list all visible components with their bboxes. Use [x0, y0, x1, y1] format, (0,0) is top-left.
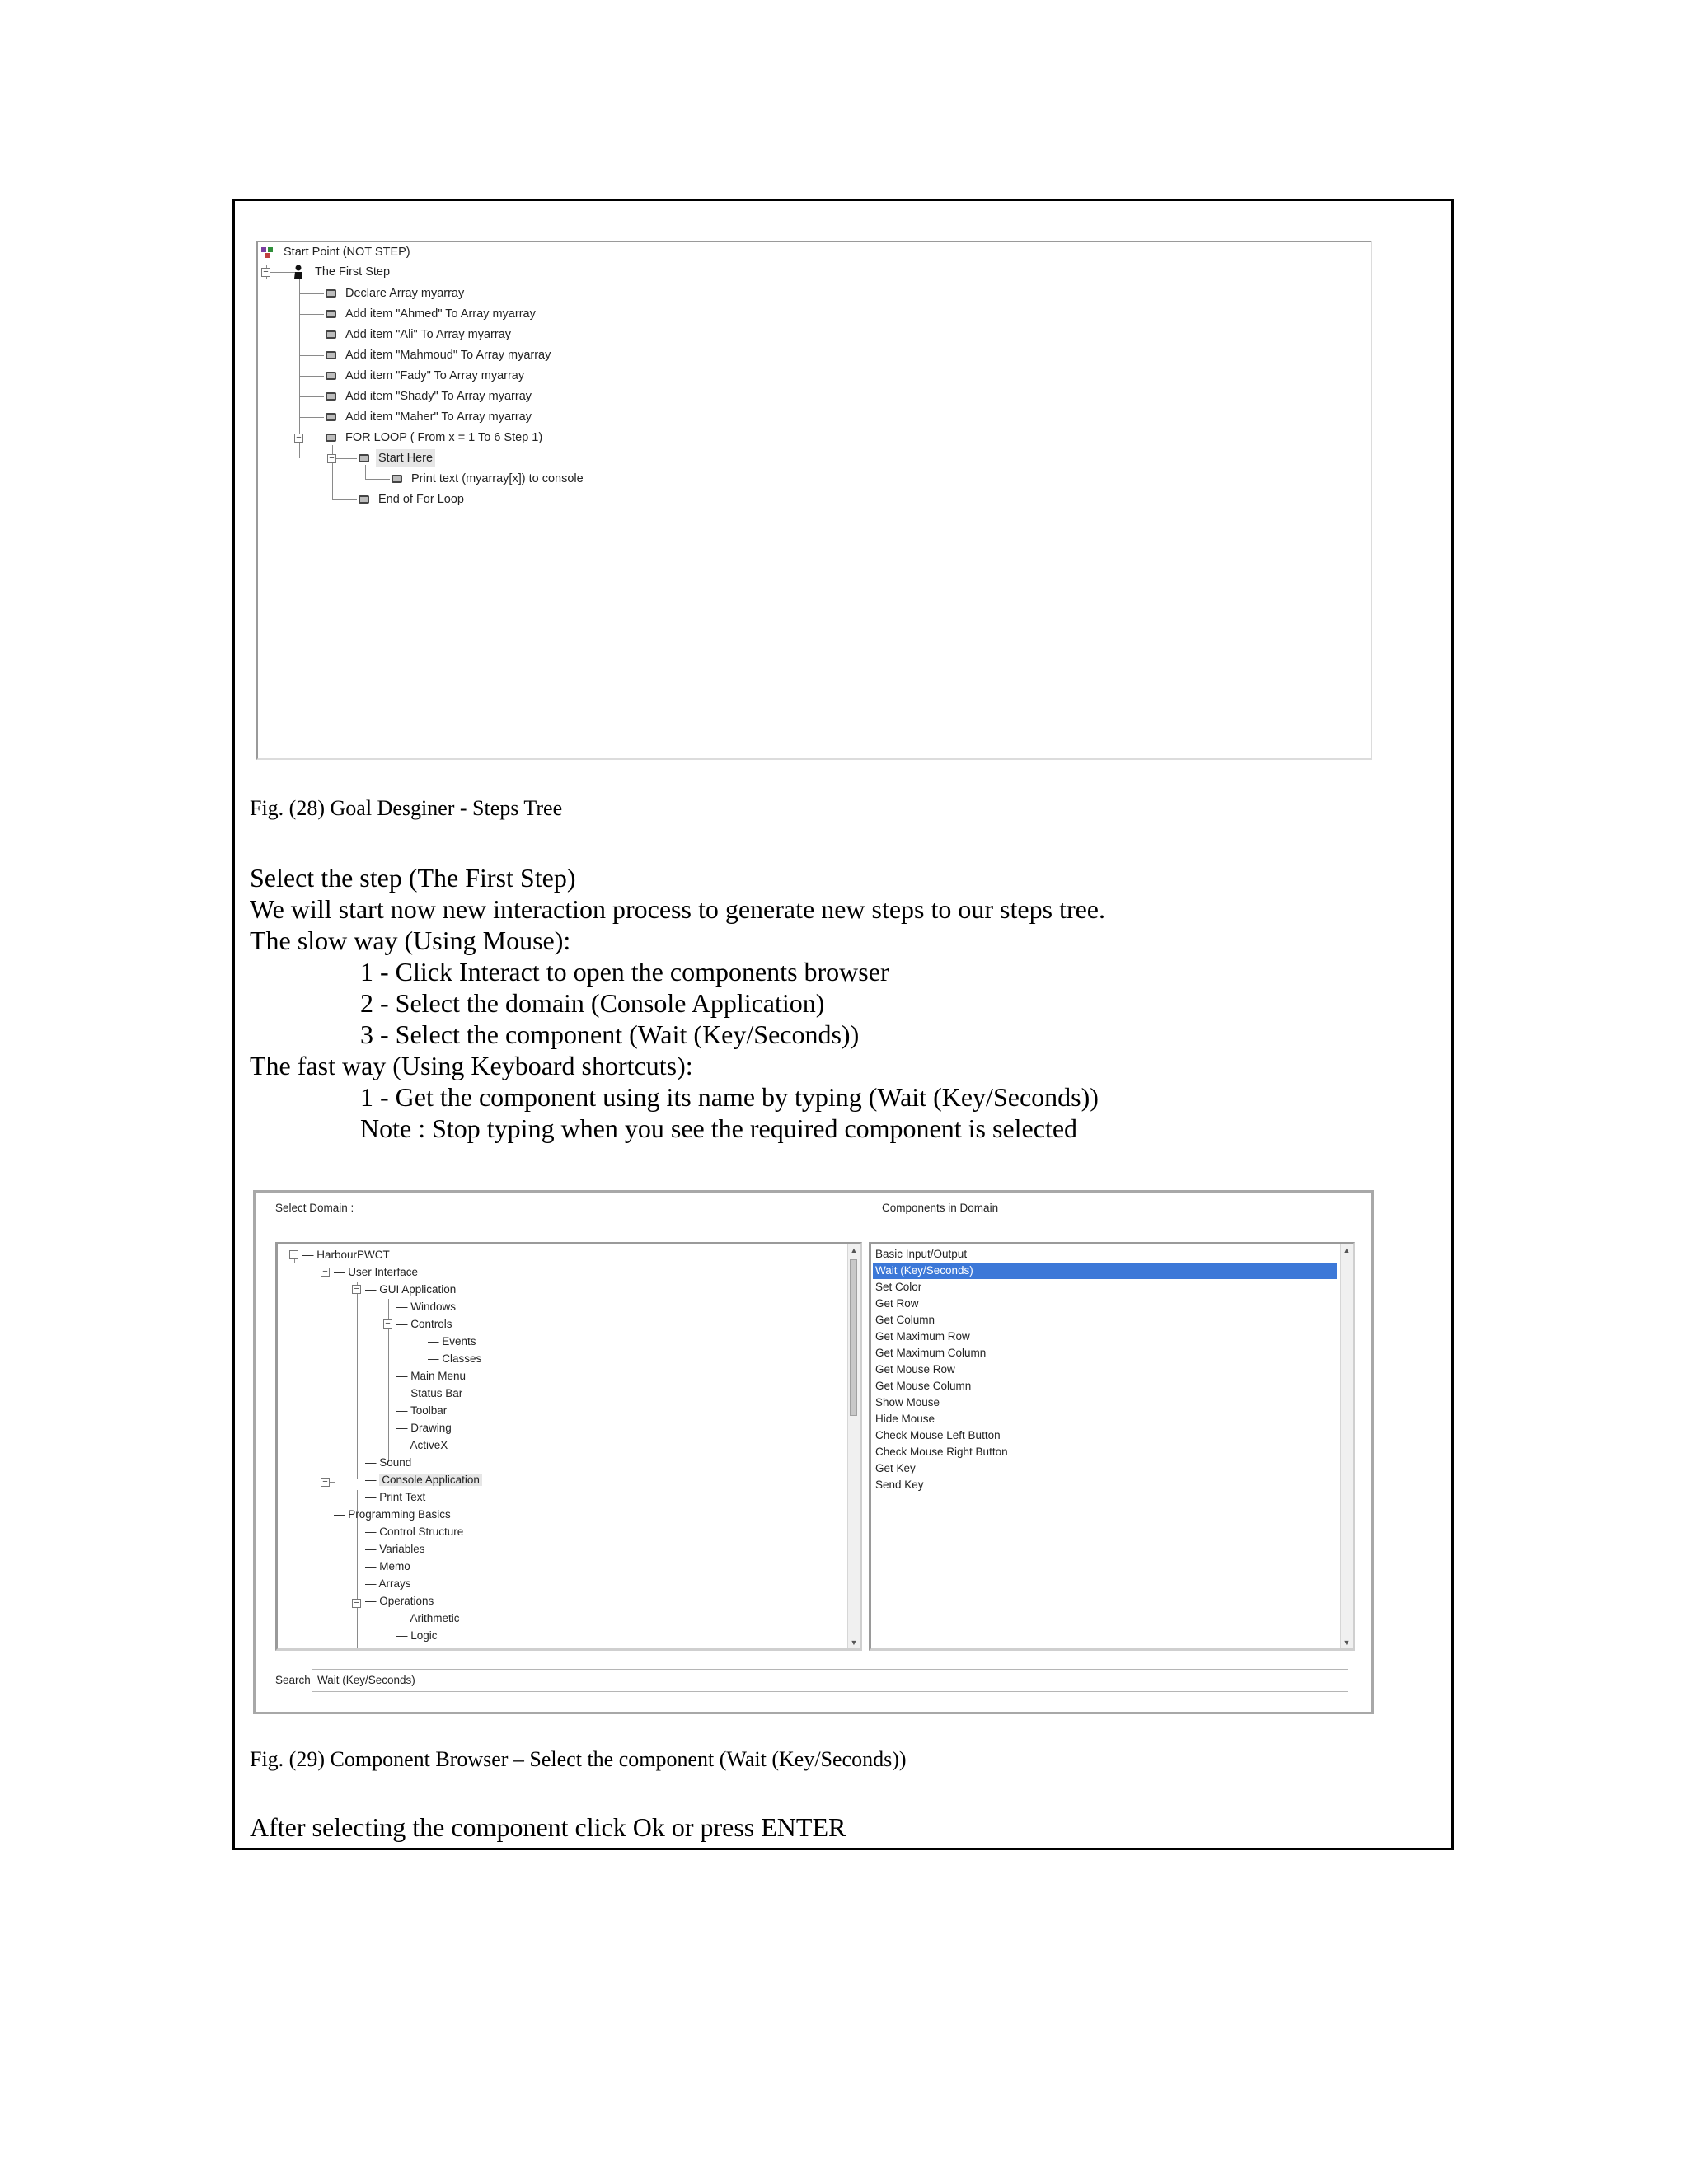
instruction-line: We will start now new interaction process to generate new steps to our steps tree. — [250, 894, 1105, 924]
components-list-scrollbar[interactable] — [1340, 1244, 1353, 1648]
collapse-ui-expander[interactable]: − — [321, 1268, 330, 1277]
step-icon — [326, 289, 336, 298]
figure-caption: Fig. (28) Goal Desginer - Steps Tree — [250, 796, 563, 820]
domain-node[interactable]: — User Interface — [334, 1266, 419, 1278]
list-item[interactable]: Get Maximum Row — [875, 1330, 970, 1343]
collapse-harbour-expander[interactable]: − — [289, 1250, 298, 1259]
domain-node[interactable]: — Variables — [365, 1543, 425, 1555]
scroll-down-icon[interactable]: ▼ — [1343, 1638, 1351, 1647]
domain-node[interactable]: — ActiveX — [396, 1439, 448, 1451]
step-icon — [326, 372, 336, 380]
domain-node[interactable]: — GUI Application — [365, 1283, 457, 1296]
scroll-up-icon[interactable]: ▲ — [850, 1246, 858, 1254]
figure-caption: Fig. (29) Component Browser – Select the component (Wait (Key/Seconds)) — [250, 1747, 907, 1771]
step-icon — [326, 330, 336, 339]
collapse-basics-expander[interactable]: − — [321, 1478, 330, 1487]
section-heading: The slow way (Using Mouse): — [250, 926, 571, 955]
step-icon — [326, 351, 336, 359]
tree-node-step[interactable]: Add item "Ali" To Array myarray — [326, 326, 513, 344]
list-item[interactable]: Get Mouse Row — [875, 1363, 955, 1376]
tree-node-step[interactable]: Add item "Fady" To Array myarray — [326, 367, 527, 385]
domain-node[interactable]: — HarbourPWCT — [302, 1249, 390, 1261]
list-item[interactable]: Get Maximum Column — [875, 1347, 987, 1359]
step-icon — [359, 454, 369, 462]
scroll-thumb[interactable] — [850, 1259, 857, 1416]
instruction-note: Note : Stop typing when you see the required component is selected — [360, 1113, 1078, 1143]
scroll-up-icon[interactable]: ▲ — [1343, 1246, 1351, 1254]
list-item[interactable]: Get Mouse Column — [875, 1380, 972, 1392]
collapse-gui-expander[interactable]: − — [352, 1285, 361, 1294]
collapse-start-here-expander[interactable]: − — [327, 454, 336, 463]
tree-node-start-point[interactable] — [260, 243, 413, 261]
collapse-for-loop-expander[interactable]: − — [294, 434, 303, 443]
person-icon — [293, 265, 304, 279]
list-item[interactable]: Set Color — [875, 1281, 922, 1293]
tree-node-print-text[interactable]: Print text (myarray[x]) to console — [392, 470, 586, 488]
tree-node-step[interactable]: Add item "Ahmed" To Array myarray — [326, 305, 538, 323]
domain-node[interactable]: — Operations — [365, 1595, 434, 1607]
list-item-selected[interactable]: Wait (Key/Seconds) — [873, 1263, 1337, 1279]
domain-node[interactable]: — Controls — [396, 1318, 452, 1330]
tree-node-step[interactable]: Add item "Shady" To Array myarray — [326, 387, 534, 405]
list-item[interactable]: Basic Input/Output — [875, 1248, 968, 1260]
closing-instruction: After selecting the component click Ok or press ENTER — [250, 1812, 846, 1842]
step-icon — [326, 310, 336, 318]
domain-node[interactable]: — Arrays — [365, 1577, 411, 1590]
collapse-operations-expander[interactable]: − — [352, 1599, 361, 1608]
list-item[interactable]: Get Column — [875, 1314, 935, 1326]
domain-tree-scrollbar[interactable] — [847, 1244, 860, 1648]
tree-node-for-loop[interactable]: FOR LOOP ( From x = 1 To 6 Step 1) — [326, 429, 545, 447]
tree-node-step[interactable]: Add item "Maher" To Array myarray — [326, 408, 534, 426]
domain-node[interactable]: — Logic — [396, 1629, 438, 1642]
list-item[interactable]: Get Key — [875, 1462, 916, 1474]
domain-node[interactable]: — Sound — [365, 1456, 412, 1469]
steps-tree — [256, 241, 1372, 760]
component-browser — [253, 1190, 1374, 1714]
instruction-step: 1 - Get the component using its name by typing (Wait (Key/Seconds)) — [360, 1082, 1099, 1112]
domain-node[interactable]: — Arithmetic — [396, 1612, 460, 1624]
tree-node-start-here[interactable]: Start Here — [359, 449, 435, 467]
instruction-step: 2 - Select the domain (Console Application) — [360, 988, 825, 1018]
domain-node[interactable]: — Drawing — [396, 1422, 452, 1434]
domain-node[interactable]: — Memo — [365, 1560, 410, 1572]
tree-node-step[interactable]: Declare Array myarray — [326, 284, 467, 302]
tree-node-first-step[interactable] — [293, 263, 392, 281]
domain-node[interactable]: — Toolbar — [396, 1404, 448, 1417]
domain-node[interactable]: — Status Bar — [396, 1387, 463, 1399]
list-item[interactable]: Check Mouse Left Button — [875, 1429, 1001, 1441]
instruction-line: Select the step (The First Step) — [250, 863, 576, 893]
list-item[interactable]: Get Row — [875, 1297, 919, 1310]
tree-node-step[interactable]: Add item "Mahmoud" To Array myarray — [326, 346, 553, 364]
domain-node[interactable]: — Programming Basics — [334, 1508, 451, 1521]
list-item[interactable]: Show Mouse — [875, 1396, 940, 1408]
page-frame — [232, 199, 1454, 1850]
list-item[interactable]: Hide Mouse — [875, 1413, 935, 1425]
tree-node-label: Start Point (NOT STEP) — [284, 246, 410, 259]
collapse-controls-expander[interactable]: − — [383, 1319, 392, 1329]
domain-node[interactable]: — Events — [428, 1335, 476, 1347]
instruction-step: 3 - Select the component (Wait (Key/Seconds)) — [360, 1019, 860, 1049]
tree-node-end-loop[interactable]: End of For Loop — [359, 490, 467, 509]
domain-node[interactable]: — Windows — [396, 1301, 457, 1313]
search-label: Search — [275, 1674, 311, 1686]
components-list[interactable] — [869, 1242, 1355, 1651]
instruction-step: 1 - Click Interact to open the components browser — [360, 957, 889, 987]
step-icon — [359, 495, 369, 504]
section-heading: The fast way (Using Keyboard shortcuts): — [250, 1051, 693, 1080]
select-domain-label: Select Domain : — [275, 1202, 354, 1214]
step-icon — [326, 434, 336, 442]
tree-node-label: The First Step — [315, 265, 391, 279]
domain-node-console-application[interactable]: — Console Application — [365, 1471, 482, 1488]
domain-node[interactable]: — Control Structure — [365, 1526, 464, 1538]
components-label: Components in Domain — [882, 1202, 999, 1214]
domain-node[interactable]: — Classes — [428, 1352, 482, 1365]
scroll-down-icon[interactable]: ▼ — [850, 1638, 858, 1647]
domain-node[interactable]: — Print Text — [365, 1491, 426, 1503]
domain-node[interactable]: — Main Menu — [396, 1370, 467, 1382]
step-icon — [326, 413, 336, 421]
collapse-first-step-expander[interactable]: − — [261, 268, 270, 277]
step-icon — [392, 475, 402, 483]
step-icon — [326, 392, 336, 401]
domain-tree[interactable] — [275, 1242, 862, 1651]
list-item[interactable]: Check Mouse Right Button — [875, 1446, 1008, 1458]
list-item[interactable]: Send Key — [875, 1479, 924, 1491]
search-input[interactable]: Wait (Key/Seconds) — [312, 1669, 1348, 1692]
start-point-icon — [260, 245, 274, 260]
